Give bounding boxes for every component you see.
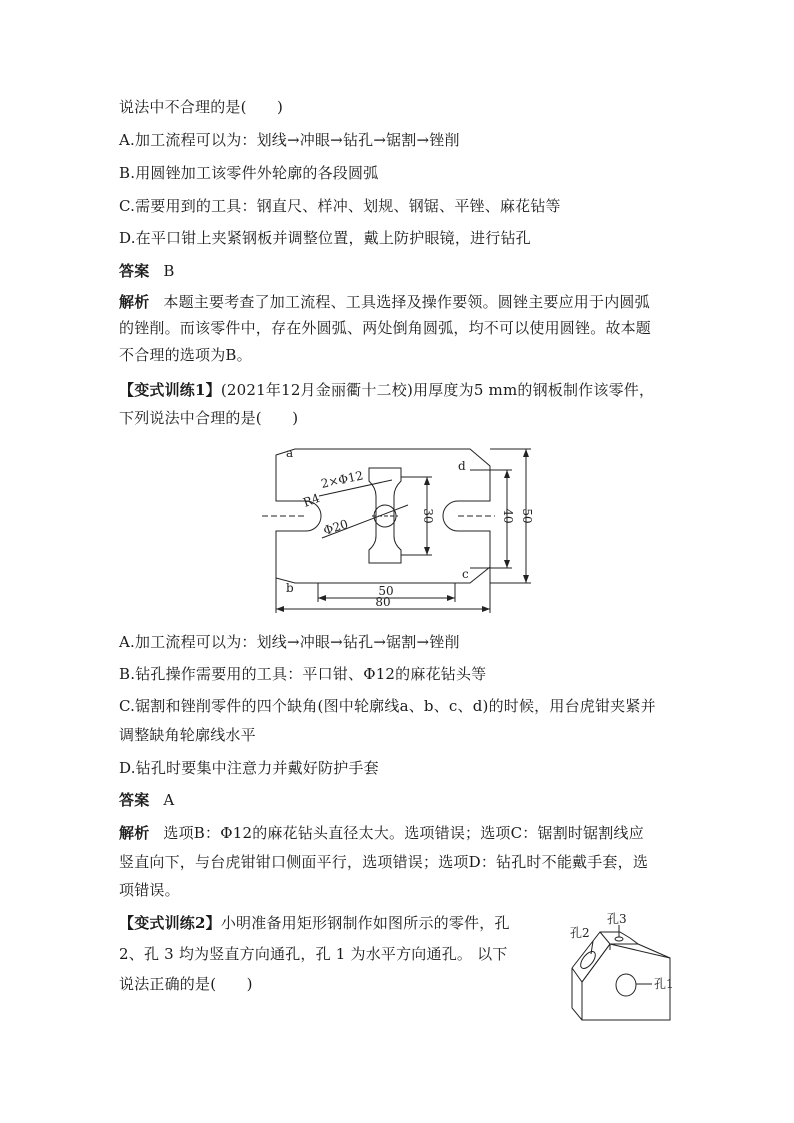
q3-part-isometric: [560, 910, 690, 1035]
dim-phi20: Φ20: [321, 516, 350, 538]
corner-label-b: b: [286, 581, 294, 595]
q2-answer: [119, 790, 174, 810]
q3-stem-line-1: [119, 913, 510, 933]
q1-answer: [119, 261, 175, 281]
q1-option-b: B.用圆锉加工该零件外轮廓的各段圆弧: [119, 164, 379, 182]
q2-option-c-line-1: C.锯割和锉削零件的四个缺角(图中轮廓线a、b、c、d)的时候，用台虎钳夹紧并: [119, 697, 656, 715]
q1-analysis-line-2: 的锉削。而该零件中，存在外圆弧、两处倒角圆弧，均不可以使用圆锉。故本题: [119, 319, 652, 337]
q3-stem-text-1: 小明准备用矩形钢制作如图所示的零件，孔: [220, 914, 510, 932]
corner-label-a: a: [286, 446, 294, 460]
q2-answer-label: 答案: [119, 791, 150, 809]
dim-2x-phi12: 2×Φ12: [319, 468, 365, 491]
q1-analysis-line-1: [119, 292, 650, 312]
hole1-label: 孔1: [654, 977, 674, 991]
q2-option-c-line-2: 调整缺角轮廓线水平: [119, 726, 256, 744]
q2-option-b: B.钻孔操作需要用的工具：平口钳、Φ12的麻花钻头等: [119, 665, 487, 683]
q1-analysis-text-1: 本题主要考查了加工流程、工具选择及操作要领。圆锉主要应用于内圆弧: [163, 293, 650, 311]
q1-stem-end: 说法中不合理的是( ): [119, 98, 284, 116]
q2-analysis-line-3: 项错误。: [119, 881, 180, 899]
q2-stem-line-1: [119, 380, 654, 400]
dim-r4: R4: [301, 490, 322, 510]
q3-stem-line-3: 说法正确的是( ): [119, 975, 253, 993]
q2-source: (2021年12月金丽衢十二校): [220, 381, 414, 399]
hole2-label: 孔2: [570, 926, 590, 940]
dim-30: 30: [421, 508, 435, 524]
q2-stem-text-1: 用厚度为5 mm的钢板制作该零件，: [413, 381, 655, 399]
q2-answer-value: A: [163, 791, 175, 809]
q1-answer-label: 答案: [119, 262, 150, 280]
dim-80: 80: [375, 595, 391, 609]
hole3-label: 孔3: [607, 912, 627, 926]
q1-analysis-line-3: 不合理的选项为B。: [119, 346, 252, 364]
dim-50-horizontal: 50: [378, 584, 394, 598]
q1-option-a: A.加工流程可以为：划线→冲眼→钻孔→锯割→锉削: [119, 131, 460, 149]
q2-analysis-text-1: 选项B：Φ12的麻花钻头直径太大。选项错误；选项C：锯割时锯割线应: [163, 824, 644, 842]
dim-40: 40: [501, 508, 515, 524]
q2-analysis-line-2: 竖直向下，与台虎钳钳口侧面平行，选项错误；选项D：钻孔时不能戴手套，选: [119, 853, 649, 871]
q3-stem-line-2: 2、孔 3 均为竖直方向通孔，孔 1 为水平方向通孔。 以下: [119, 945, 508, 963]
q1-answer-value: B: [163, 262, 175, 280]
corner-label-c: c: [462, 567, 469, 581]
dim-50-vertical: 50: [520, 508, 534, 524]
corner-label-d: d: [458, 459, 466, 473]
q2-option-d: D.钻孔时要集中注意力并戴好防护手套: [119, 759, 379, 777]
q3-title: 【变式训练2】: [119, 914, 221, 932]
q2-analysis-label: 解析: [119, 824, 150, 842]
q2-analysis-line-1: [119, 823, 644, 843]
q2-title: 【变式训练1】: [119, 381, 221, 399]
q2-option-a: A.加工流程可以为：划线→冲眼→钻孔→锯割→锉削: [119, 633, 460, 651]
q1-option-c: C.需要用到的工具：钢直尺、样冲、划规、钢锯、平锉、麻花钻等: [119, 197, 561, 215]
q2-stem-line-2: 下列说法中合理的是( ): [119, 409, 299, 427]
q1-option-d: D.在平口钳上夹紧钢板并调整位置，戴上防护眼镜，进行钻孔: [119, 229, 531, 247]
q1-analysis-label: 解析: [119, 293, 150, 311]
q2-part-drawing: [258, 440, 538, 620]
